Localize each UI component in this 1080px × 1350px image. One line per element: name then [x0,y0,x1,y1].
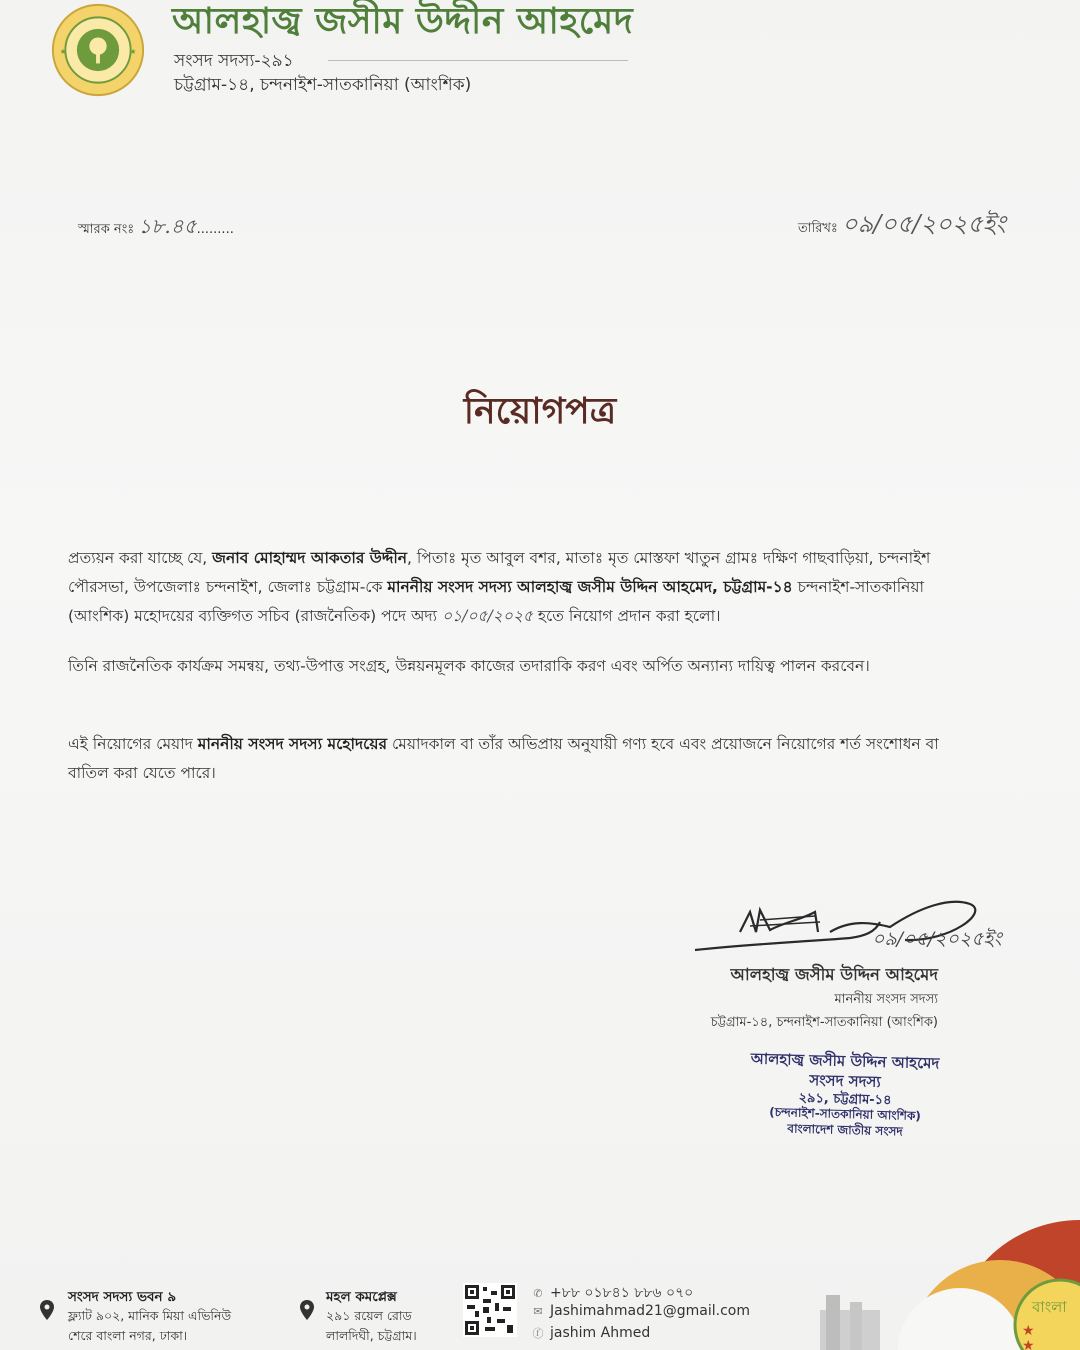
stamp-line-1: আলহাজ্ব জসীম উদ্দিন আহমেদ [750,1049,940,1073]
memo-value: ১৮.৪৫ [138,214,197,238]
p1-mp-name: মাননীয় সংসদ সদস্য আলহাজ্ব জসীম উদ্দিন আহমেদ, চট্টগ্রাম-১৪ [387,578,793,596]
footer-address2-line2: লালদিঘী, চট্টগ্রাম। [326,1328,417,1343]
footer-email[interactable] [532,1303,750,1319]
stamp-line-4: (চন্দনাইশ-সাতকানিয়া আংশিক) [769,1105,922,1123]
svg-text:★: ★ [1022,1338,1035,1350]
header-divider [328,60,628,61]
letter-title: নিয়োগপত্র [463,391,617,432]
date-value: ০৯/০৫/২০২৫ইং [842,210,1006,238]
stamp-line-2: সংসদ সদস্য [809,1071,881,1091]
footer-address2-line1: ২৯১ রয়েল রোড [326,1308,412,1323]
memo-label: স্মারক নংঃ [78,222,135,237]
email-address[interactable]: Jashimahmad21@gmail.com [550,1303,751,1319]
signatory-name: আলহাজ্ব জসীম উদ্দিন আহমেদ [730,965,938,984]
p1-closing: হতে নিয়োগ প্রদান করা হলো। [532,607,721,625]
p1-intro: প্রত্যয়ন করা যাচ্ছে যে, [68,549,213,567]
p3-bold: মাননীয় সংসদ সদস্য মহোদয়ের [197,735,388,753]
location-pin-icon [40,1300,54,1320]
p3-end: মেয়াদকাল বা তাঁর অভিপ্রায় অনুযায়ী গণ্য হবে এবং প্রয়োজনে নিয়োগের শর্ত সংশোধন বা বাতিল করা যেতে পারে। [68,735,939,782]
phone-number: +৮৮ ০১৮৪১ ৮৮৬ ০৭০ [550,1285,694,1301]
svg-text:★: ★ [129,46,137,56]
p3-start: এই নিয়োগের মেয়াদ [68,735,198,753]
footer-address2-heading: মহল কমপ্লেক্স [326,1289,397,1305]
p1-handwritten-date: ০১/০৫/২০২৫ [441,607,533,625]
p1-position: চন্দনাইশ-সাতকানিয়া (আংশিক) মহোদয়ের ব্যক্তিগত সচিব (রাজনৈতিক) পদে অদ্য [68,578,925,625]
memo-number: স্মারক নংঃ ১৮.৪৫......... [78,214,234,238]
svg-text:★: ★ [59,46,67,56]
body-paragraph-3 [68,730,968,788]
email-icon: ✉ [533,1305,543,1318]
parliament-seal-icon [50,2,146,98]
p1-details: , পিতাঃ মৃত আবুল বশর, মাতাঃ মৃত মোস্তফা খাতুন গ্রামঃ দক্ষিণ গাছবাড়িয়া, চন্দনাইশ পৌরসভা, উপজেলাঃ চন্দনাইশ, জেলাঃ চট্টগ্রাম-কে [68,549,931,596]
corner-text: বাংলা [1032,1298,1067,1316]
stamp-line-5: বাংলাদেশ জাতীয় সংসদ [787,1121,903,1139]
footer-phone [532,1281,693,1305]
letter-date [798,206,1006,246]
date-label: তারিখঃ [798,221,838,236]
footer-address1-line2: শেরে বাংলা নগর, ঢাকা। [68,1328,188,1343]
appointee-name: জনাব মোহাম্মদ আকতার উদ্দীন [212,549,408,567]
stamp-line-3: ২৯১, চট্টগ্রাম-১৪ [798,1090,892,1109]
location-pin-icon [300,1300,314,1320]
facebook-handle[interactable]: jashim Ahmed [550,1325,651,1341]
phone-icon: ✆ [533,1287,543,1300]
footer-facebook[interactable] [532,1325,650,1341]
mp-name-heading: আলহাজ্ব জসীম উদ্দীন আহমেদ [172,1,634,42]
footer-address1-line1: ফ্ল্যাট ৯০২, মানিক মিয়া এভিনিউ [68,1308,232,1323]
svg-text:★: ★ [1022,1323,1035,1339]
body-paragraph-1 [68,544,968,631]
footer-address1-heading: সংসদ সদস্য ভবন ৯ [68,1289,177,1305]
signature-date: ০৯/০৫/২০২৫ইং [872,928,1002,950]
signatory-area: চট্টগ্রাম-১৪, চন্দনাইশ-সাতকানিয়া (আংশিক) [710,1015,938,1030]
body-paragraph-2: তিনি রাজনৈতিক কার্যক্রম সমন্বয়, তথ্য-উপাত্ত সংগ্রহ, উন্নয়নমূলক কাজের তদারাকি করণ এবং অর্পিত অন্যান্য দায়িত্ব পালন করবেন। [68,657,870,675]
qr-code-icon[interactable] [463,1283,517,1337]
mp-constituency: চট্টগ্রাম-১৪, চন্দনাইশ-সাতকানিয়া (আংশিক) [174,75,472,95]
facebook-icon: ⓕ [532,1327,544,1340]
parliament-decoration-icon [810,1210,1080,1350]
signatory-title: মাননীয় সংসদ সদস্য [834,992,938,1007]
mp-seat: সংসদ সদস্য-২৯১ [174,51,294,71]
